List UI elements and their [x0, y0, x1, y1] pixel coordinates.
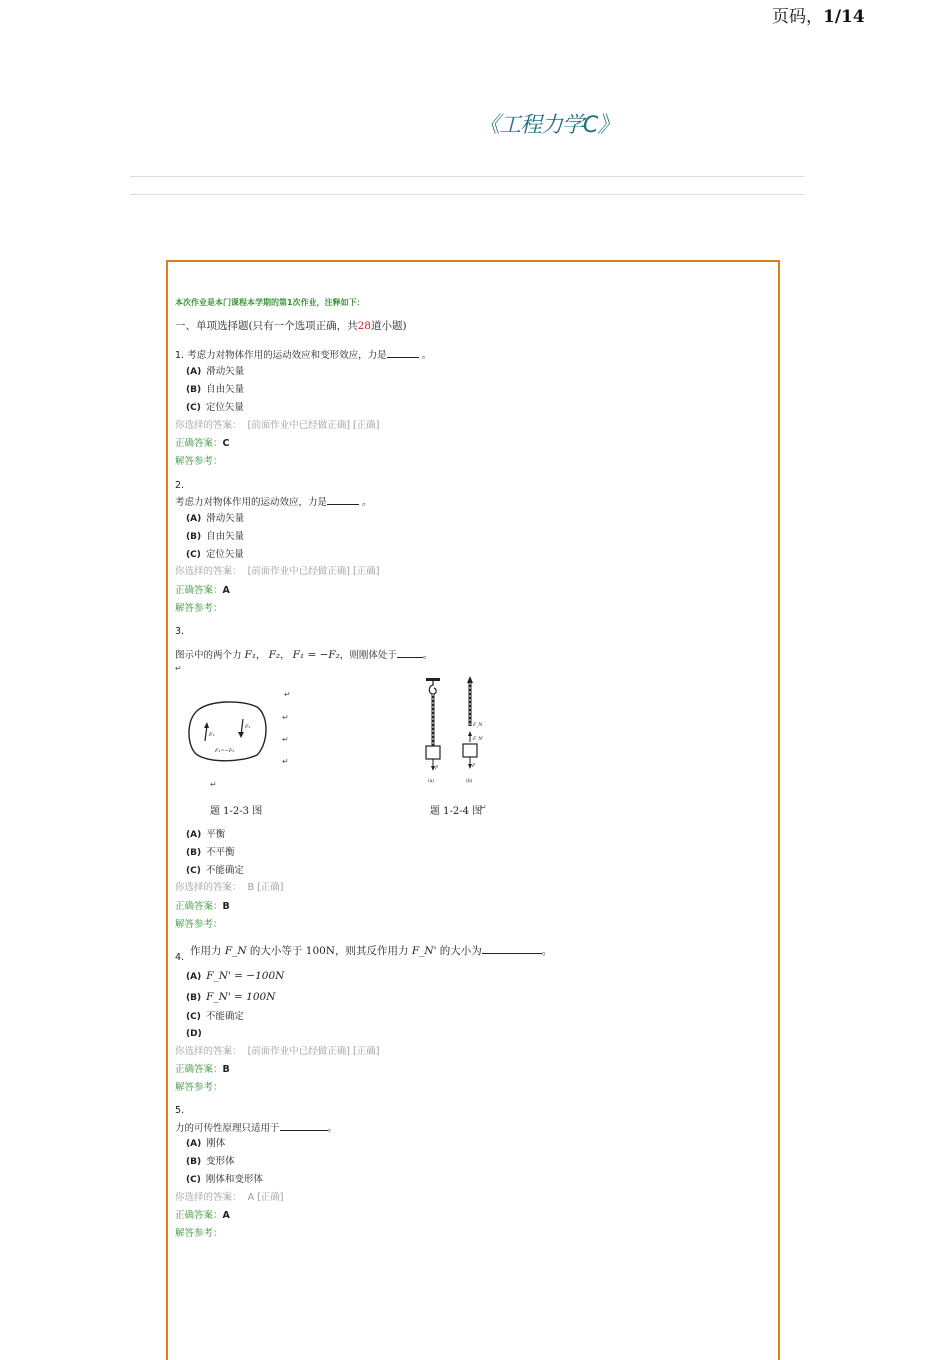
paragraph-mark: ↵: [284, 690, 291, 699]
question-5-option-c[interactable]: [186, 1174, 263, 1186]
question-3-your-answer: [175, 882, 284, 894]
question-stem-after: 的大小为: [439, 945, 482, 957]
correct-answer-value: A: [222, 1210, 230, 1221]
paragraph-mark: ↵: [175, 664, 182, 673]
fig2-label-fn2: F_N': [473, 737, 484, 742]
question-5-correct-answer: [175, 1210, 230, 1222]
question-3-option-b[interactable]: [186, 847, 235, 859]
correct-answer-label: 正确答案：: [175, 901, 223, 912]
question-2-reference: 解答参考：: [175, 603, 223, 614]
option-key: (A): [186, 1139, 202, 1149]
correct-answer-label: 正确答案：: [175, 438, 223, 449]
question-4-number: 4.: [175, 952, 185, 963]
question-3-text: 图示中的两个力 F₁， F₂， F₁ = −F₂，则刚体处于 。: [175, 649, 433, 661]
option-key: (A): [186, 972, 202, 982]
document-title: 《工程力学C》: [478, 113, 619, 138]
option-text: 定位矢量: [205, 549, 244, 560]
correct-answer-label: 正确答案：: [175, 1210, 223, 1221]
option-key: (A): [186, 367, 202, 377]
question-1-text: [175, 348, 431, 362]
your-answer-value: [前面作业中已经做正确] [正确]: [247, 420, 380, 431]
option-text: 刚体: [206, 1138, 226, 1149]
your-answer-label: 你选择的答案：: [175, 1046, 242, 1057]
question-2-text: [175, 495, 372, 509]
paragraph-mark: ↵: [282, 735, 289, 744]
page-number-value: 1/14: [823, 7, 865, 27]
correct-answer-value: B: [222, 901, 230, 912]
correct-answer-label: 正确答案：: [175, 1064, 223, 1075]
option-text: 定位矢量: [205, 402, 244, 413]
paragraph-mark: ↵: [210, 780, 217, 789]
figure-1-2-3: [185, 695, 270, 765]
option-key: (C): [186, 866, 201, 876]
your-answer-label: 你选择的答案：: [175, 1192, 242, 1203]
question-2-correct-answer: [175, 585, 230, 597]
page-number: [772, 2, 865, 27]
question-2-option-a[interactable]: [186, 513, 244, 525]
your-answer-label: 你选择的答案：: [175, 420, 242, 431]
fig1-label-f1: F₁: [209, 732, 215, 738]
figure-1-2-3-caption: 题 1-2-3 图: [210, 806, 263, 817]
your-answer-value: A [正确]: [247, 1192, 284, 1203]
question-3-correct-answer: [175, 901, 230, 913]
question-2-number: 2.: [175, 480, 185, 491]
question-4-option-a[interactable]: [186, 970, 284, 983]
question-5-option-a[interactable]: [186, 1138, 225, 1150]
option-key: (C): [186, 1175, 201, 1185]
your-answer-value: [前面作业中已经做正确] [正确]: [247, 1046, 380, 1057]
question-2-your-answer: [175, 566, 379, 578]
question-5-reference: 解答参考：: [175, 1228, 223, 1239]
option-text: F_N' = 100N: [206, 991, 276, 1003]
figure-1-2-4: [418, 676, 493, 786]
question-1-your-answer: [175, 420, 379, 432]
answer-blank: [482, 944, 542, 954]
section-heading: [175, 320, 407, 332]
option-text: 不平衡: [206, 847, 235, 858]
option-key: (C): [186, 403, 201, 413]
question-stem: 考虑力对物体作用的运动效应和变形效应，力是: [187, 350, 387, 361]
question-1-correct-answer: [175, 438, 230, 450]
option-key: (B): [186, 532, 202, 542]
question-5-number: 5.: [175, 1105, 185, 1116]
question-1-option-c[interactable]: [186, 402, 244, 414]
question-stem-mid: 的大小等于 100N，则其反作用力: [249, 945, 409, 957]
question-4-option-c[interactable]: [186, 1011, 244, 1023]
fig1-label-f2: F₂: [245, 724, 251, 730]
question-2-option-b[interactable]: [186, 531, 244, 543]
correct-answer-value: C: [222, 438, 230, 449]
question-3-option-a[interactable]: [186, 829, 225, 841]
question-stem-end: 。: [541, 945, 553, 957]
question-1-option-b[interactable]: [186, 384, 244, 396]
correct-answer-label: 正确答案：: [175, 585, 223, 596]
force-relation: F₁ = −F₂: [292, 649, 340, 661]
question-3-option-c[interactable]: [186, 865, 244, 877]
answer-blank: [327, 495, 359, 505]
section-text-before: 一、单项选择题(只有一个选项正确，共: [175, 320, 358, 332]
option-text: 自由矢量: [206, 384, 245, 395]
your-answer-value: B [正确]: [247, 882, 284, 893]
section-count: 28: [357, 320, 371, 332]
your-answer-value: [前面作业中已经做正确] [正确]: [247, 566, 380, 577]
option-text: 不能确定: [205, 1011, 244, 1022]
option-text: 自由矢量: [206, 531, 245, 542]
option-key: (B): [186, 848, 202, 858]
question-4-reference: 解答参考：: [175, 1082, 223, 1093]
question-5-text: [175, 1121, 337, 1135]
divider-bottom: [130, 194, 805, 195]
divider-top: [130, 176, 805, 177]
question-4-option-d[interactable]: [186, 1028, 207, 1040]
option-key: (C): [186, 1012, 201, 1022]
fig2-label-p-b: P: [472, 764, 476, 769]
question-3-reference: 解答参考：: [175, 919, 223, 930]
figure-1-2-4-caption: 题 1-2-4 图: [430, 806, 483, 817]
your-answer-label: 你选择的答案：: [175, 882, 242, 893]
paragraph-mark: ↵: [282, 757, 289, 766]
correct-answer-value: B: [222, 1064, 230, 1075]
fig1-relation: F₁=−F₂: [215, 748, 235, 754]
option-key: (A): [186, 830, 202, 840]
option-text: 滑动矢量: [206, 513, 245, 524]
option-text: 平衡: [206, 829, 226, 840]
fig2-label-fn: F_N: [473, 723, 483, 728]
question-3-number: 3.: [175, 626, 185, 637]
question-2-option-c[interactable]: [186, 549, 244, 561]
force-fn-reaction: F_N': [411, 945, 437, 957]
question-number: 1.: [175, 350, 185, 361]
option-text: 不能确定: [205, 865, 244, 876]
option-key: (A): [186, 514, 202, 524]
your-answer-label: 你选择的答案：: [175, 566, 242, 577]
question-5-option-b[interactable]: [186, 1156, 235, 1168]
option-key: (B): [186, 385, 202, 395]
question-stem: 考虑力对物体作用的运动效应，力是: [175, 497, 328, 508]
question-4-text: [190, 944, 552, 957]
paragraph-mark: ↵: [480, 803, 487, 812]
homework-notice: 本次作业是本门课程本学期的第1次作业，注释如下：: [175, 298, 365, 307]
question-stem: 作用力: [190, 945, 222, 957]
force-f1: F₁: [244, 649, 257, 661]
correct-answer-value: A: [222, 585, 230, 596]
question-stem-end: 。: [327, 1123, 338, 1134]
question-stem-end: 。: [362, 497, 372, 508]
fig2-label-b: (b): [466, 779, 473, 784]
option-key: (B): [186, 1157, 202, 1167]
question-4-correct-answer: [175, 1064, 230, 1076]
answer-blank: [387, 348, 419, 358]
answer-blank: [280, 1121, 328, 1131]
question-stem-end: 。: [422, 650, 433, 661]
question-1-option-a[interactable]: [186, 366, 244, 378]
option-text: 刚体和变形体: [205, 1174, 263, 1185]
question-1-reference: 解答参考：: [175, 456, 223, 467]
option-key: (D): [186, 1029, 202, 1039]
paragraph-mark: ↵: [282, 713, 289, 722]
question-4-your-answer: [175, 1046, 379, 1058]
force-f2: F₂: [268, 649, 281, 661]
question-5-your-answer: [175, 1192, 284, 1204]
option-text: 滑动矢量: [206, 366, 245, 377]
fig2-label-a: (a): [428, 779, 435, 784]
section-text-after: 道小题): [370, 320, 407, 332]
option-text: F_N' = −100N: [206, 970, 285, 982]
force-fn: F_N: [224, 945, 247, 957]
fig2-label-p-a: P: [435, 766, 439, 771]
question-4-option-b[interactable]: [186, 991, 275, 1004]
question-stem-end: 。: [421, 350, 432, 361]
question-stem-after: ，则刚体处于: [339, 650, 397, 661]
option-key: (B): [186, 993, 202, 1003]
option-text: 变形体: [206, 1156, 235, 1167]
question-stem: 力的可传性原理只适用于: [175, 1123, 280, 1134]
option-key: (C): [186, 550, 201, 560]
question-stem: 图示中的两个力: [175, 650, 242, 661]
answer-blank: [397, 648, 423, 658]
page-number-prefix: 页码，: [772, 7, 823, 27]
